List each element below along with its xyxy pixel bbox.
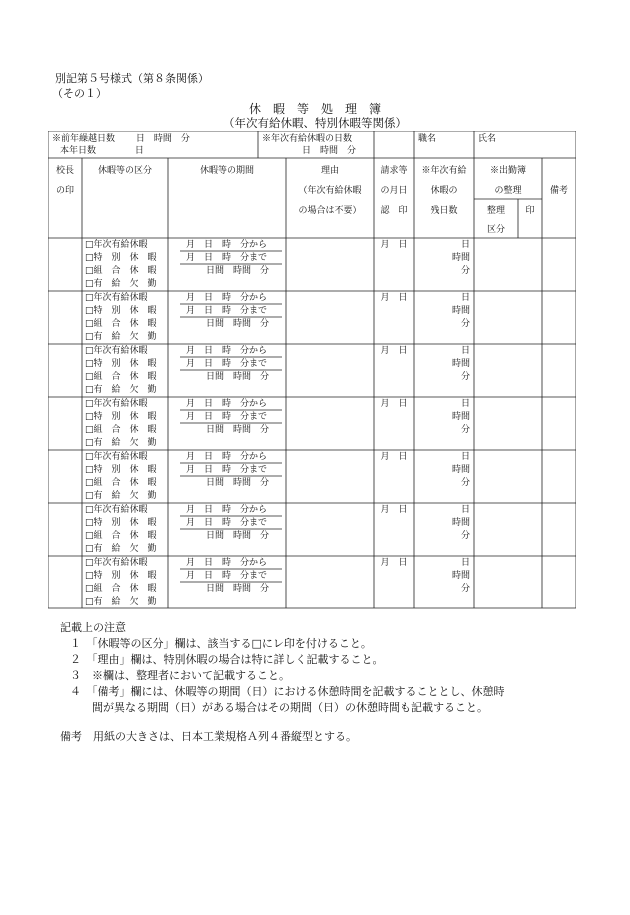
- form-subnumber: （その１）: [52, 87, 107, 100]
- request-month-day: 月 日: [380, 346, 408, 356]
- remaining-day: 日: [460, 505, 470, 515]
- period-from: 月 日 時 分から: [186, 558, 268, 568]
- period-from: 月 日 時 分から: [186, 399, 268, 409]
- request-header-1: 請求等: [380, 166, 408, 176]
- notes-heading: 記載上の注意: [60, 621, 126, 634]
- name-label: 氏名: [478, 134, 497, 144]
- remaining-min: 分: [460, 584, 470, 594]
- remaining-day: 日: [460, 399, 470, 409]
- arrangement-header: 整理: [486, 206, 505, 216]
- leave-type-option[interactable]: □年次有給休暇: [85, 293, 148, 303]
- leave-type-option[interactable]: □年次有給休暇: [85, 346, 148, 356]
- remaining-min: 分: [460, 478, 470, 488]
- leave-type-option[interactable]: □年次有給休暇: [85, 240, 148, 250]
- leave-type-option[interactable]: □特 別 休 暇: [85, 571, 157, 581]
- period-from: 月 日 時 分から: [186, 346, 268, 356]
- paper-size-remark: 備考 用紙の大きさは、日本工業規格Ａ列４番縦型とする。: [60, 730, 357, 743]
- period-to: 月 日 時 分まで: [186, 306, 268, 316]
- request-month-day: 月 日: [380, 293, 408, 303]
- annual-remaining-header-1: ※年次有給: [421, 166, 467, 176]
- leave-type-option[interactable]: □年次有給休暇: [85, 505, 148, 515]
- request-month-day: 月 日: [380, 558, 408, 568]
- leave-type-option[interactable]: □年次有給休暇: [85, 452, 148, 462]
- period-total: 日間 時間 分: [206, 478, 270, 488]
- leave-type-option[interactable]: □有 給 欠 勤: [85, 544, 157, 554]
- prev-carryover: ※前年繰越日数 日 時間 分: [52, 134, 190, 144]
- reason-header-3: の場合は不要）: [298, 206, 362, 216]
- leave-type-option[interactable]: □有 給 欠 勤: [85, 332, 157, 342]
- annual-remaining-header-3: 残日数: [430, 206, 458, 216]
- remaining-day: 日: [460, 293, 470, 303]
- period-to: 月 日 時 分まで: [186, 412, 268, 422]
- attendance-book-header-1: ※出勤簿: [489, 166, 526, 176]
- period-to: 月 日 時 分まで: [186, 253, 268, 263]
- leave-type-option[interactable]: □組 合 休 暇: [85, 266, 157, 276]
- note-item: ４ 「備考」欄には、休暇等の期間（日）における休憩時間を記載することとし、休憩時: [70, 685, 505, 698]
- request-month-day: 月 日: [380, 240, 408, 250]
- leave-type-option[interactable]: □特 別 休 暇: [85, 306, 157, 316]
- remaining-min: 分: [460, 531, 470, 541]
- remaining-min: 分: [460, 425, 470, 435]
- remaining-min: 分: [460, 372, 470, 382]
- note-item: １ 「休暇等の区分」欄は、該当する□にレ印を付けること。: [70, 637, 372, 650]
- period-total: 日間 時間 分: [206, 266, 270, 276]
- leave-type-option[interactable]: □組 合 休 暇: [85, 584, 157, 594]
- leave-type-option[interactable]: □特 別 休 暇: [85, 465, 157, 475]
- principal-seal-header-1: 校長: [55, 166, 74, 176]
- note-item: ３ ※欄は、整理者において記載すること。: [70, 669, 290, 682]
- position-label: 職名: [418, 134, 437, 144]
- period-total: 日間 時間 分: [206, 319, 270, 329]
- period-total: 日間 時間 分: [206, 425, 270, 435]
- period-to: 月 日 時 分まで: [186, 465, 268, 475]
- leave-type-option[interactable]: □組 合 休 暇: [85, 478, 157, 488]
- request-month-day: 月 日: [380, 452, 408, 462]
- remaining-day: 日: [460, 240, 470, 250]
- remaining-day: 日: [460, 452, 470, 462]
- remaining-hour: 時間: [451, 306, 470, 316]
- period-from: 月 日 時 分から: [186, 452, 268, 462]
- this-year-days: 本年日数 日: [60, 146, 144, 156]
- remaining-hour: 時間: [451, 359, 470, 369]
- request-header-2: の月日: [380, 186, 408, 196]
- leave-type-option[interactable]: □有 給 欠 勤: [85, 385, 157, 395]
- period-from: 月 日 時 分から: [186, 505, 268, 515]
- note-item: 間が異なる期間（日）がある場合はその期間（日）の休憩時間も記載すること。: [70, 701, 488, 714]
- leave-type-option[interactable]: □有 給 欠 勤: [85, 438, 157, 448]
- arrangement-division-header: 区分: [486, 225, 505, 235]
- period-to: 月 日 時 分まで: [186, 571, 268, 581]
- remaining-day: 日: [460, 346, 470, 356]
- leave-type-option[interactable]: □組 合 休 暇: [85, 319, 157, 329]
- form-reference: 別記第５号様式（第８条関係）: [55, 72, 209, 85]
- period-total: 日間 時間 分: [206, 372, 270, 382]
- leave-type-option[interactable]: □有 給 欠 勤: [85, 491, 157, 501]
- period-to: 月 日 時 分まで: [186, 518, 268, 528]
- leave-period-header: 休暇等の期間: [199, 166, 254, 176]
- attendance-book-header-2: の整理: [494, 186, 522, 196]
- period-to: 月 日 時 分まで: [186, 359, 268, 369]
- reason-header-1: 理由: [320, 166, 339, 176]
- leave-type-option[interactable]: □年次有給休暇: [85, 399, 148, 409]
- leave-type-option[interactable]: □特 別 休 暇: [85, 253, 157, 263]
- remaining-hour: 時間: [451, 412, 470, 422]
- leave-type-option[interactable]: □特 別 休 暇: [85, 412, 157, 422]
- request-month-day: 月 日: [380, 399, 408, 409]
- remaining-day: 日: [460, 558, 470, 568]
- leave-type-option[interactable]: □有 給 欠 勤: [85, 597, 157, 607]
- leave-type-header: 休暇等の区分: [97, 166, 152, 176]
- remaining-hour: 時間: [451, 518, 470, 528]
- document-subtitle: （年次有給休暇、特別休暇等関係）: [223, 116, 407, 130]
- remaining-hour: 時間: [451, 253, 470, 263]
- remarks-header: 備考: [549, 186, 568, 196]
- leave-type-option[interactable]: □特 別 休 暇: [85, 359, 157, 369]
- annual-total-label: ※年次有給休暇の日数: [262, 134, 353, 144]
- notes-section: [60, 620, 505, 716]
- request-month-day: 月 日: [380, 505, 408, 515]
- period-from: 月 日 時 分から: [186, 240, 268, 250]
- period-total: 日間 時間 分: [206, 584, 270, 594]
- period-total: 日間 時間 分: [206, 531, 270, 541]
- leave-type-option[interactable]: □特 別 休 暇: [85, 518, 157, 528]
- annual-remaining-header-2: 休暇の: [430, 186, 458, 196]
- annual-total-units: 日 時間 分: [302, 146, 357, 156]
- leave-type-option[interactable]: □組 合 休 暇: [85, 531, 157, 541]
- request-header-3: 認 印: [380, 206, 408, 216]
- period-from: 月 日 時 分から: [186, 293, 268, 303]
- principal-seal-header-2: の印: [55, 186, 74, 196]
- document-title: 休 暇 等 処 理 簿: [248, 102, 381, 116]
- leave-type-option[interactable]: □組 合 休 暇: [85, 372, 157, 382]
- reason-header-2: （年次有給休暇: [298, 186, 362, 196]
- leave-type-option[interactable]: □年次有給休暇: [85, 558, 148, 568]
- remaining-hour: 時間: [451, 571, 470, 581]
- leave-type-option[interactable]: □組 合 休 暇: [85, 425, 157, 435]
- seal-header: 印: [525, 206, 535, 216]
- leave-type-option[interactable]: □有 給 欠 勤: [85, 279, 157, 289]
- note-item: ２ 「理由」欄は、特別休暇の場合は特に詳しく記載すること。: [70, 653, 384, 666]
- remaining-min: 分: [460, 266, 470, 276]
- remaining-min: 分: [460, 319, 470, 329]
- remaining-hour: 時間: [451, 465, 470, 475]
